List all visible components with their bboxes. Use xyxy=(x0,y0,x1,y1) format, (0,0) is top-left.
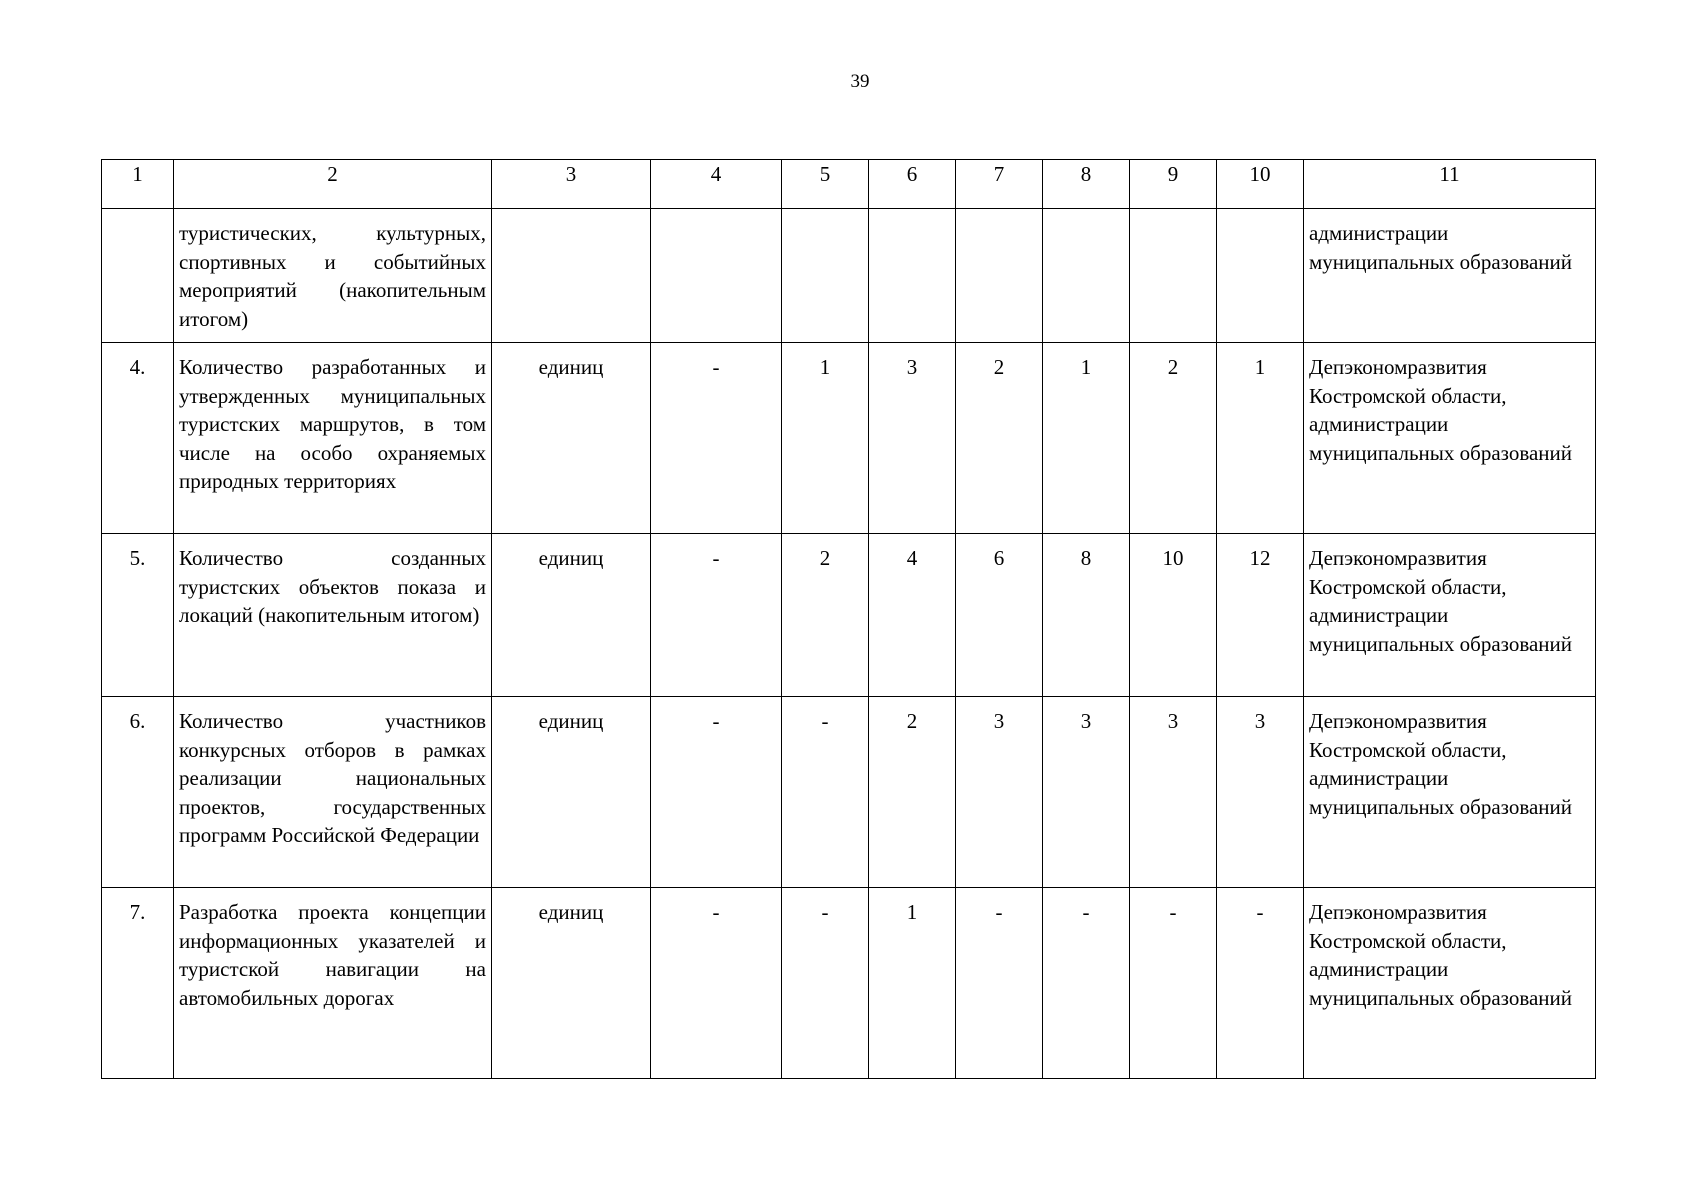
value-cell: - xyxy=(651,343,782,534)
value-cell: 2 xyxy=(1130,343,1217,534)
value-cell xyxy=(1043,209,1130,343)
indicators-table xyxy=(101,159,1596,1079)
column-header: 1 xyxy=(102,160,174,209)
indicator-name: туристических, культурных, спортивных и событийных мероприятий (накопительным итогом) xyxy=(174,209,492,343)
unit-cell xyxy=(492,209,651,343)
value-cell: 10 xyxy=(1130,534,1217,697)
value-cell xyxy=(782,209,869,343)
indicator-name: Количество созданных туристских объектов показа и локаций (накопительным итогом) xyxy=(174,534,492,697)
column-header: 8 xyxy=(1043,160,1130,209)
row-number: 4. xyxy=(102,343,174,534)
value-cell xyxy=(651,209,782,343)
value-cell: 3 xyxy=(1130,697,1217,888)
unit-cell: единиц xyxy=(492,888,651,1079)
value-cell: - xyxy=(651,697,782,888)
value-cell: - xyxy=(651,888,782,1079)
value-cell: - xyxy=(1043,888,1130,1079)
page-number: 39 xyxy=(850,71,870,92)
value-cell: - xyxy=(1217,888,1304,1079)
indicator-name: Количество участников конкурсных отборов в рамках реализации национальных проектов, государственных программ Российской Федерации xyxy=(174,697,492,888)
value-cell: 12 xyxy=(1217,534,1304,697)
value-cell: 3 xyxy=(1043,697,1130,888)
column-header: 10 xyxy=(1217,160,1304,209)
value-cell: 3 xyxy=(869,343,956,534)
indicator-name: Количество разработанных и утвержденных муниципальных туристских маршрутов, в том числе на особо охраняемых природных территориях xyxy=(174,343,492,534)
column-header: 3 xyxy=(492,160,651,209)
value-cell: 1 xyxy=(869,888,956,1079)
responsible-cell: Депэкономразвития Костромской области, администрации муниципальных образований xyxy=(1304,534,1596,697)
table-row xyxy=(102,209,1596,343)
value-cell: 3 xyxy=(956,697,1043,888)
responsible-cell: Депэкономразвития Костромской области, администрации муниципальных образований xyxy=(1304,343,1596,534)
value-cell xyxy=(869,209,956,343)
value-cell: - xyxy=(651,534,782,697)
row-number: 5. xyxy=(102,534,174,697)
value-cell: - xyxy=(1130,888,1217,1079)
table-row xyxy=(102,343,1596,534)
unit-cell: единиц xyxy=(492,343,651,534)
row-number: 7. xyxy=(102,888,174,1079)
unit-cell: единиц xyxy=(492,697,651,888)
responsible-cell: Депэкономразвития Костромской области, администрации муниципальных образований xyxy=(1304,697,1596,888)
column-header: 4 xyxy=(651,160,782,209)
column-header: 5 xyxy=(782,160,869,209)
value-cell: 2 xyxy=(956,343,1043,534)
table-header-row xyxy=(102,160,1596,209)
value-cell xyxy=(1130,209,1217,343)
column-header: 11 xyxy=(1304,160,1596,209)
unit-cell: единиц xyxy=(492,534,651,697)
row-number: 6. xyxy=(102,697,174,888)
value-cell: 6 xyxy=(956,534,1043,697)
value-cell: 1 xyxy=(1043,343,1130,534)
value-cell: - xyxy=(782,888,869,1079)
column-header: 6 xyxy=(869,160,956,209)
value-cell: 8 xyxy=(1043,534,1130,697)
value-cell: - xyxy=(956,888,1043,1079)
table-row xyxy=(102,534,1596,697)
row-number xyxy=(102,209,174,343)
value-cell xyxy=(956,209,1043,343)
column-header: 2 xyxy=(174,160,492,209)
responsible-cell: администрации муниципальных образований xyxy=(1304,209,1596,343)
value-cell: 3 xyxy=(1217,697,1304,888)
table-row xyxy=(102,697,1596,888)
value-cell: 1 xyxy=(782,343,869,534)
indicator-name: Разработка проекта концепции информационных указателей и туристской навигации на автомобильных дорогах xyxy=(174,888,492,1079)
value-cell: 2 xyxy=(782,534,869,697)
column-header: 7 xyxy=(956,160,1043,209)
value-cell: 1 xyxy=(1217,343,1304,534)
value-cell: 2 xyxy=(869,697,956,888)
column-header: 9 xyxy=(1130,160,1217,209)
table-row xyxy=(102,888,1596,1079)
value-cell: 4 xyxy=(869,534,956,697)
responsible-cell: Депэкономразвития Костромской области, администрации муниципальных образований xyxy=(1304,888,1596,1079)
value-cell xyxy=(1217,209,1304,343)
value-cell: - xyxy=(782,697,869,888)
